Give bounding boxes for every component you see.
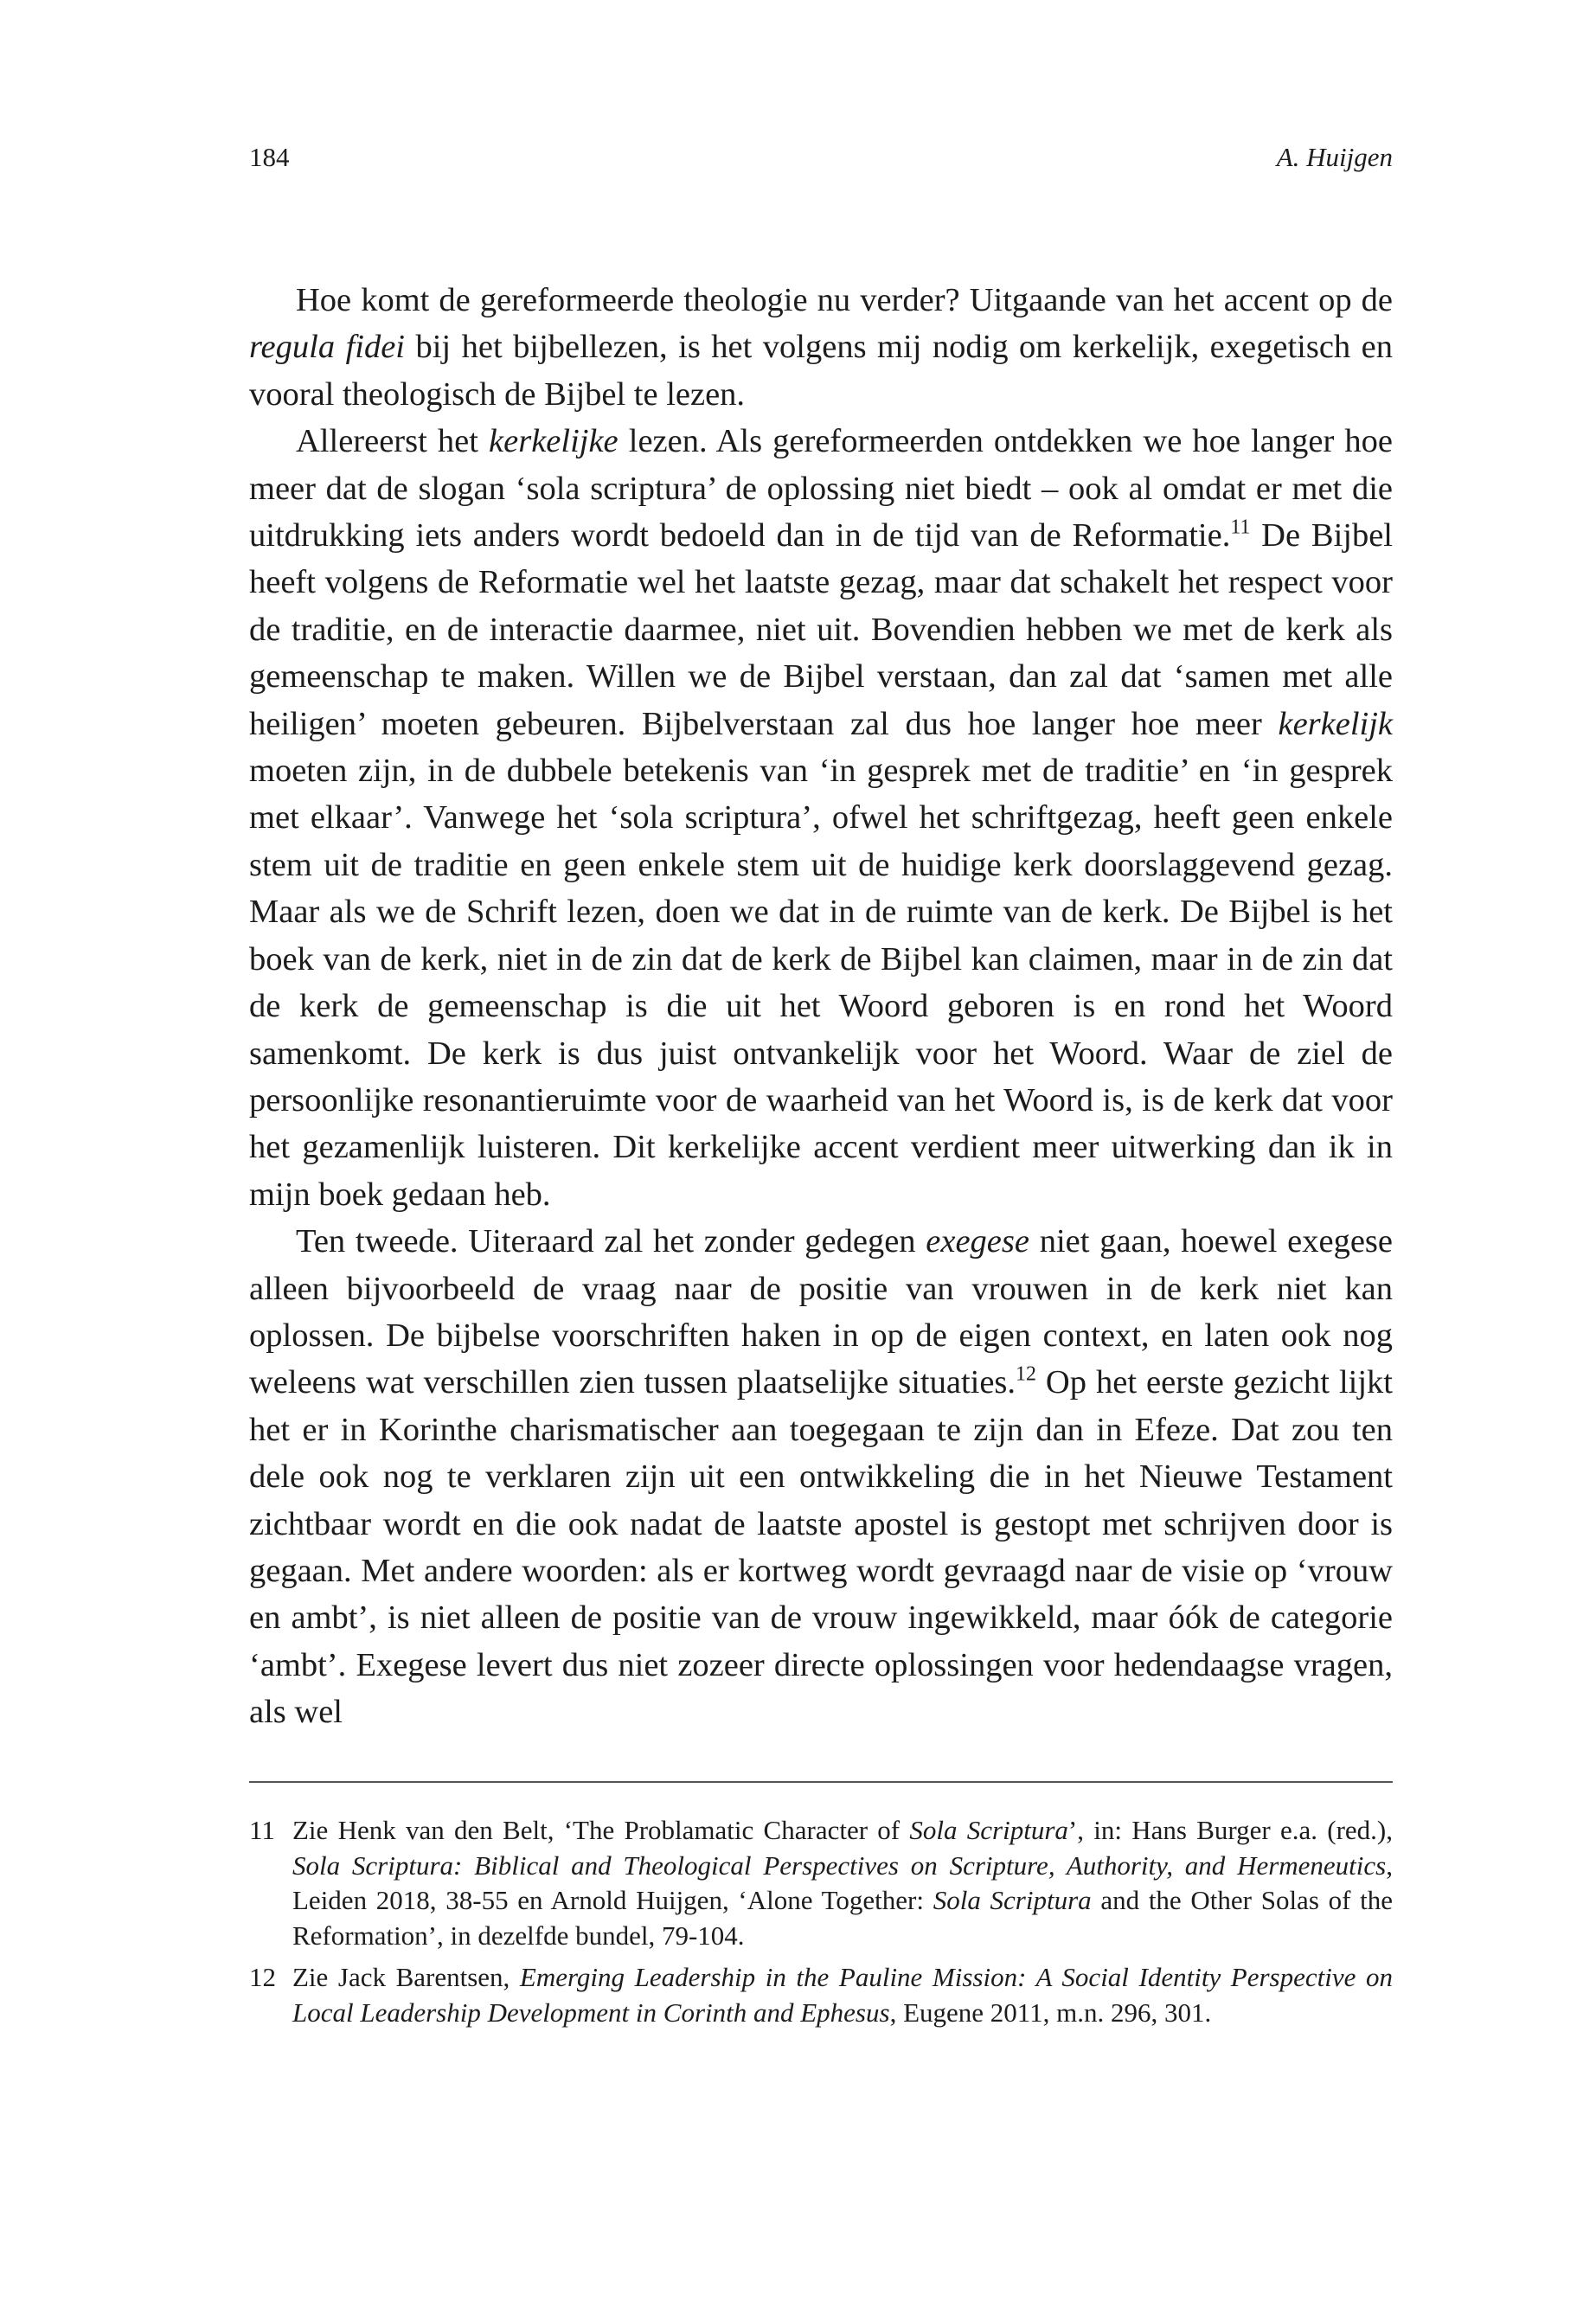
italic-term: regula fidei — [249, 329, 405, 366]
running-author: A. Huijgen — [1276, 142, 1393, 172]
footnote-ref-12[interactable]: 12 — [1016, 1363, 1036, 1387]
footnote-number: 11 — [249, 1815, 275, 1845]
paragraph-1: Hoe komt de gereformeerde theologie nu verder? Uitgaande van het accent op de regula fidei bij het bijbellezen, is het volgens mij nodig om kerkelijk, exegetisch en vooral theologisch de Bijbel te lezen. — [249, 282, 1393, 413]
paragraph-3: Ten tweede. Uiteraard zal het zonder gedegen exegese niet gaan, hoewel exegese alleen bijvoorbeeld de vraag naar de positie van vrouwen in de kerk niet kan oplossen. De bijbelse voorschriften haken in op de eigen context, en laten ook nog weleens wat verschillen zien tussen plaatselijke situaties.$^{12}$ Op het eerste gezicht lijkt het er in Korinthe charismatischer aan toegegaan te zijn dan in Efeze. Dat zou ten dele ook nog te verklaren zijn uit een ontwikkeling die in het Nieuwe Testament zichtbaar wordt en die ook nadat de laatste apostel is gestopt met schrijven door is gegaan. Met andere woorden: als er kortweg wordt gevraagd naar de visie op ‘vrouw en ambt’, is niet alleen de positie van de vrouw ingewikkeld, maar óók de categorie ‘ambt’. Exegese levert dus niet zozeer directe oplossingen voor hedendaagse vragen, als wel — [249, 1223, 1394, 1731]
footnote-11: 11 Zie Henk van den Belt, ‘The Problamatic Character of Sola Scriptura’, in: Hans Burger e.a. (red.), Sola Scriptura: Biblical and Theological Perspectives on Scripture, Authority, and Hermeneutics, Leiden 2018, 38-55 en Arnold Huijgen, ‘Alone Together: Sola Scriptura and the Other Solas of the Reformation’, in dezelfde bundel, 79-104. — [249, 1815, 1393, 1951]
italic-term: kerkelijke — [489, 423, 619, 460]
footnote-ref-11[interactable]: 11 — [1230, 516, 1251, 539]
body-text — [249, 277, 1393, 1736]
italic-term: kerkelijk — [1278, 705, 1393, 742]
footnote-12: 12 Zie Jack Barentsen, Emerging Leadership in the Pauline Mission: A Social Identity Perspective on Local Leadership Development in Corinth and Ephesus, Eugene 2011, m.n. 296, 301. — [249, 1962, 1393, 2028]
running-head — [249, 138, 1393, 176]
italic-term: exegese — [926, 1223, 1029, 1260]
footnote-divider — [249, 1781, 1393, 1783]
page-number: 184 — [249, 142, 290, 172]
paragraph-2: Allereerst het kerkelijke lezen. Als gereformeerden ontdekken we hoe langer hoe meer dat de slogan ‘sola scriptura’ de oplossing niet biedt – ook al omdat er met die uitdrukking iets anders wordt bedoeld dan in de tijd van de Reformatie.$^{11}$ De Bijbel heeft volgens de Reformatie wel het laatste gezag, maar dat schakelt het respect voor de traditie, en de interactie daarmee, niet uit. Bovendien hebben we met de kerk als gemeenschap te maken. Willen we de Bijbel verstaan, dan zal dat ‘samen met alle heiligen’ moeten gebeuren. Bijbelverstaan zal dus hoe langer hoe meer kerkelijk moeten zijn, in de dubbele betekenis van ‘in gesprek met de traditie’ en ‘in gesprek met elkaar’. Vanwege het ‘sola scriptura’, ofwel het schriftgezag, heeft geen enkele stem uit de traditie en geen enkele stem uit de huidige kerk doorslaggevend gezag. Maar als we de Schrift lezen, doen we dat in de ruimte van de kerk. De Bijbel is het boek van de kerk, niet in de zin dat de kerk de Bijbel kan claimen, maar in de zin dat de kerk de gemeenschap is die uit het Woord geboren is en rond het Woord samenkomt. De kerk is dus juist ontvankelijk voor het Woord. Waar de ziel de persoonlijke resonantieruimte voor de waarheid van het Woord is, is de kerk dat voor het gezamenlijk luisteren. Dit kerkelijke accent verdient meer uitwerking dan ik in mijn boek gedaan heb. — [249, 423, 1393, 1213]
footnotes — [249, 1813, 1393, 2037]
footnote-number: 12 — [249, 1962, 276, 1992]
